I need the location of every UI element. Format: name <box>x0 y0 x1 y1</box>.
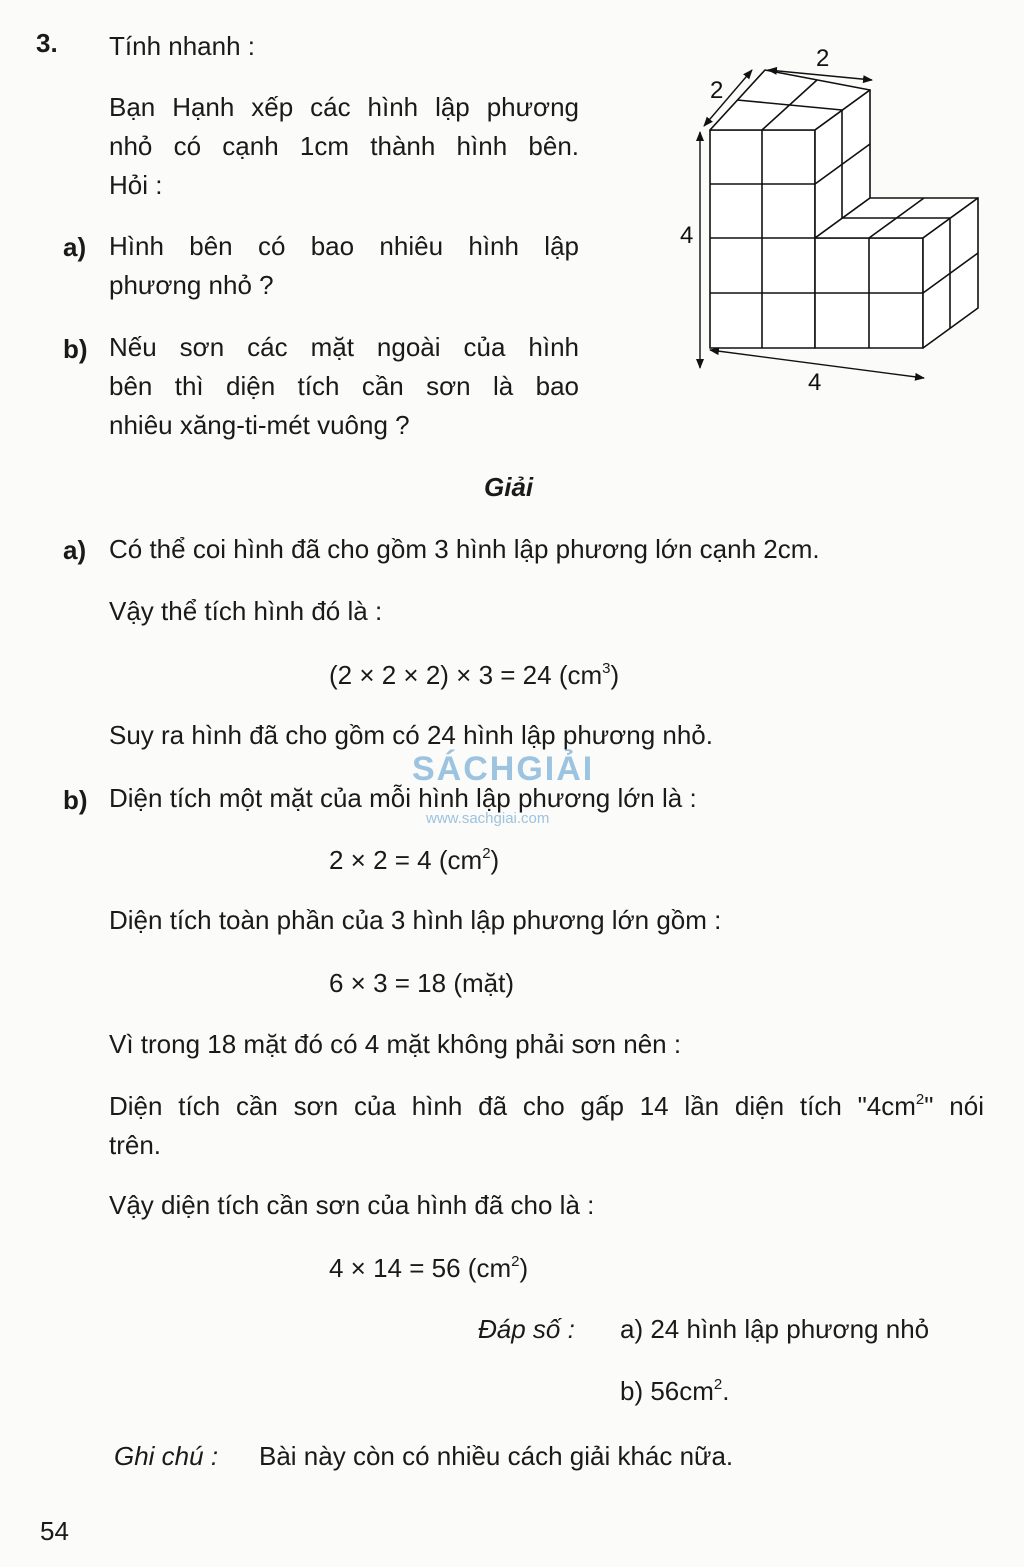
part-b-line-1: Nếu sơn các mặt ngoài của hình <box>109 332 579 362</box>
volume-formula-exp: 3 <box>602 660 611 677</box>
solution-b-line-5: Vậy diện tích cần sơn của hình đã cho là : <box>109 1190 595 1220</box>
paint-area-formula-end: ) <box>519 1253 529 1283</box>
intro-line-1: Bạn Hạnh xếp các hình lập phương <box>109 92 579 122</box>
face-area-formula-end: ) <box>490 845 500 875</box>
face-area-formula-exp: 2 <box>482 845 491 862</box>
problem-intro <box>109 88 579 205</box>
part-b-line-3: nhiêu xăng-ti-mét vuông ? <box>109 410 410 440</box>
part-a-line-2: phương nhỏ ? <box>109 270 274 300</box>
part-a-label: a) <box>63 232 87 262</box>
volume-formula-text: (2 × 2 × 2) × 3 = 24 (cm <box>329 660 603 690</box>
b-line-4-exp: 2 <box>915 1091 925 1108</box>
solution-a-line-1: Có thể coi hình đã cho gồm 3 hình lập phương lớn cạnh 2cm. <box>109 534 820 564</box>
answer-label: Đáp số : <box>478 1314 575 1344</box>
answer-b-end: . <box>722 1376 730 1406</box>
cube-figure <box>680 40 990 400</box>
solution-b-line-4a <box>109 1087 984 1126</box>
paint-area-formula <box>329 1253 528 1284</box>
answer-a: a) 24 hình lập phương nhỏ <box>620 1314 930 1344</box>
face-area-formula <box>329 845 499 876</box>
dim-depth-label: 2 <box>710 77 724 104</box>
answer-b-exp: 2 <box>713 1376 723 1393</box>
intro-line-3: Hỏi : <box>109 170 163 200</box>
problem-title: Tính nhanh : <box>109 31 255 61</box>
watermark-brand: SÁCHGIẢI <box>412 750 595 788</box>
volume-formula <box>329 660 619 691</box>
part-a-line-1: Hình bên có bao nhiêu hình lập <box>109 231 579 261</box>
solution-a-line-2: Vậy thể tích hình đó là : <box>109 596 383 626</box>
problem-number: 3. <box>36 28 58 58</box>
paint-area-formula-exp: 2 <box>511 1253 520 1270</box>
note-text: Bài này còn có nhiều cách giải khác nữa. <box>259 1441 734 1471</box>
face-area-formula-text: 2 × 2 = 4 (cm <box>329 845 483 875</box>
solution-a-line-3: Suy ra hình đã cho gồm có 24 hình lập phương nhỏ. <box>109 720 713 750</box>
part-b-line-2: bên thì diện tích cần sơn là bao <box>109 371 579 401</box>
part-b-question <box>109 328 579 445</box>
b-line-4-end: " nói <box>924 1091 984 1121</box>
faces-formula: 6 × 3 = 18 (mặt) <box>329 968 514 998</box>
solution-b-line-2: Diện tích toàn phần của 3 hình lập phương lớn gồm : <box>109 905 722 935</box>
solution-b-line-3: Vì trong 18 mặt đó có 4 mặt không phải sơn nên : <box>109 1029 682 1059</box>
answer-b <box>620 1372 730 1411</box>
answer-b-text: b) 56cm <box>620 1376 714 1406</box>
watermark-url: www.sachgiai.com <box>426 810 550 827</box>
solution-b-line-4c: trên. <box>109 1130 162 1160</box>
part-b-label: b) <box>63 334 88 364</box>
solution-heading: Giải <box>484 472 534 502</box>
dim-top-label: 2 <box>816 45 830 72</box>
part-a-question <box>109 227 579 305</box>
paint-area-formula-text: 4 × 14 = 56 (cm <box>329 1253 512 1283</box>
volume-formula-end: ) <box>610 660 620 690</box>
b-line-4-text: Diện tích cần sơn của hình đã cho gấp 14 lần diện tích "4cm <box>109 1091 916 1121</box>
solution-a-label: a) <box>63 535 87 565</box>
solution-b-label: b) <box>63 785 88 815</box>
note-label: Ghi chú : <box>114 1441 219 1471</box>
dim-height-label: 4 <box>680 222 694 249</box>
solution-b-line-4 <box>109 1087 984 1165</box>
dim-bottom-label: 4 <box>808 369 822 396</box>
page-number: 54 <box>40 1516 69 1546</box>
solution-b-line-1: Diện tích một mặt của mỗi hình lập phương lớn là : <box>109 783 697 813</box>
intro-line-2: nhỏ có cạnh 1cm thành hình bên. <box>109 131 579 161</box>
